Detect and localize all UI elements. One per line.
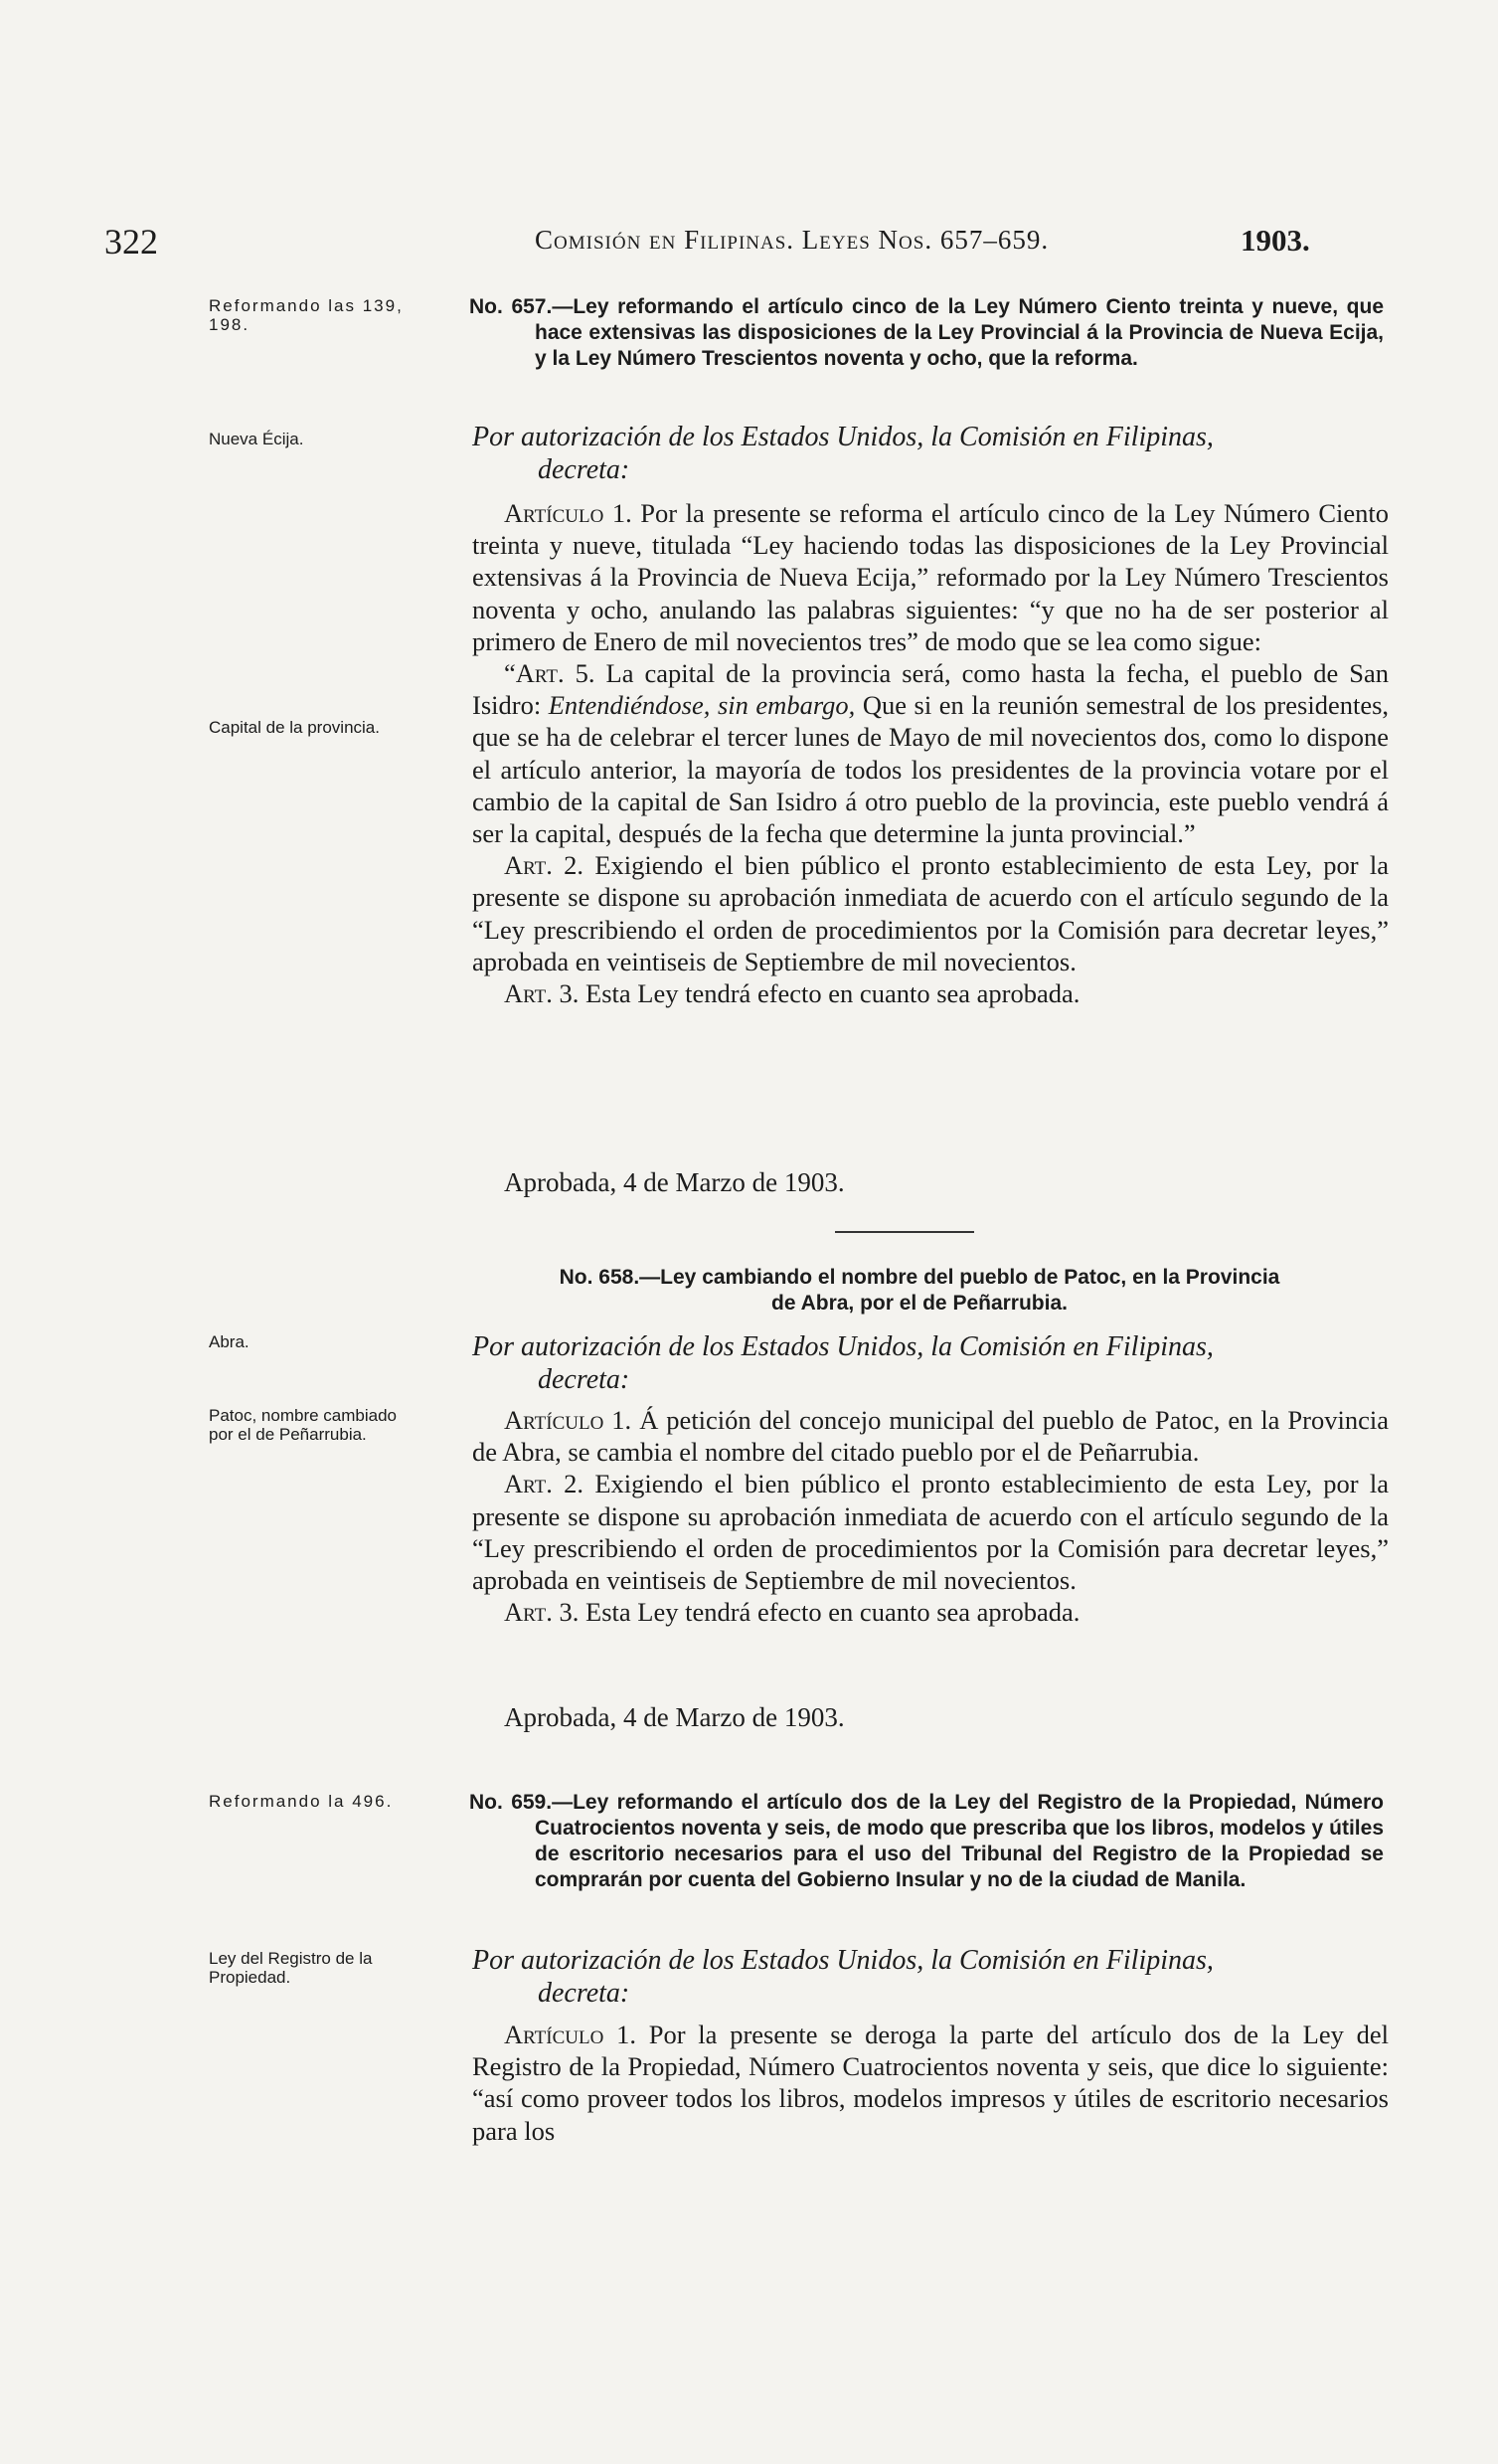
law-657-heading: No. 657.—Ley reformando el artículo cinco de la Ley Número Ciento treinta y nueve, que hace extensivas las disposiciones de la Ley Provincial á la Provincia de Nueva Ecija, y la Ley Número Trescientos noventa y ocho, que la reforma. [469,295,1384,370]
margin-note-amends-659: Reformando la 496. [209,1792,394,1811]
law-659-enacting-clause [472,1944,1387,2010]
decreta-text: decreta: [538,1364,630,1395]
law-657-body [472,497,1389,1009]
decreta-text: decreta: [538,1978,630,2009]
margin-note-amends-657: Reformando las 139, 198. [209,296,404,334]
law-658-article-2: Art. 2. Exigiendo el bien público el pronto establecimiento de esta Ley, por la presente se dispone su aprobación inmediata de acuerdo con el artículo segundo de la “Ley prescribiendo el orden de procedimientos por la Comisión para decretar leyes,” aprobada en veintiseis de Septiembre de mil novecientos. [472,1469,1390,1596]
enacting-text: Por autorización de los Estados Unidos, la Comisión en Filipinas, [472,1331,1214,1362]
law-657-quoted-article-5: “Art. 5. La capital de la provincia será, como hasta la fecha, el pueblo de San Isidro: Entendiéndose, sin embargo, Que si en la reunión semestral de los presidentes, que se ha de celebrar el tercer lunes de Mayo de mil novecientos dos, como lo dispone el artículo anterior, la mayoría de todos los presidentes de la provincia votare por el cambio de la capital de San Isidro á otro pueblo de la provincia, este pueblo vendrá á ser la capital, después de la fecha que determine la junta provincial.” [472,658,1390,849]
running-head-year: 1903. [1241,223,1310,258]
margin-note-abra: Abra. [209,1332,250,1351]
law-659-article-1: Artículo 1. Por la presente se deroga la parte del artículo dos de la Ley del Registro de la Propiedad, Número Cuatrocientos noventa y seis, que dice lo siguiente: “así como proveer todos los libros, modelos impresos y útiles de escritorio necesarios para los [472,2020,1389,2146]
law-659-heading: No. 659.—Ley reformando el artículo dos de la Ley del Registro de la Propiedad, Número Cuatrocientos noventa y seis, de modo que prescriba que los libros, modelos y útiles de escritorio necesarios para el uso del Tribunal del Registro de la Propiedad se comprarán por cuenta del Gobierno Insular y no de la ciudad de Manila. [469,1791,1384,1891]
law-658-article-3: Art. 3. Esta Ley tendrá efecto en cuanto sea aprobada. [504,1597,1081,1628]
law-658-heading: No. 658.—Ley cambiando el nombre del pueblo de Patoc, en la Provincia de Abra, por el de Peñarrubia. [559,1266,1280,1315]
law-658-article-1: Artículo 1. Á petición del concejo municipal del pueblo de Patoc, en la Provincia de Abra, se cambia el nombre del citado pueblo por el de Peñarrubia. [472,1405,1389,1468]
enacting-text: Por autorización de los Estados Unidos, la Comisión en Filipinas, [472,1945,1214,1976]
law-659-body [472,2019,1389,2147]
margin-note-registry: Ley del Registro de la Propiedad. [209,1949,373,1987]
law-658-body [472,1404,1389,1628]
law-658-enacting-clause [472,1330,1387,1396]
law-657-article-2: Art. 2. Exigiendo el bien público el pronto establecimiento de esta Ley, por la presente se dispone su aprobación inmediata de acuerdo con el artículo segundo de la “Ley prescribiendo el orden de procedimientos por la Comisión para decretar leyes,” aprobada en veintiseis de Septiembre de mil novecientos. [472,850,1390,976]
law-658-approved-date: Aprobada, 4 de Marzo de 1903. [504,1702,845,1732]
running-head-title: Comisión en Filipinas. Leyes Nos. 657–659. [535,225,1050,255]
margin-note-capital: Capital de la provincia. [209,718,380,737]
running-head [0,221,1498,261]
margin-note-patoc: Patoc, nombre cambiado por el de Peñarrubia. [209,1406,397,1444]
law-657-article-1: Artículo 1. Por la presente se reforma el artículo cinco de la Ley Número Ciento treinta y nueve, titulada “Ley haciendo todas las disposiciones de la Ley Provincial extensivas á la Provincia de Nueva Ecija,” reformado por la Ley Número Trescientos noventa y ocho, anulando las palabras siguientes: “y que no ha de ser posterior al primero de Enero de mil novecientos tres” de modo que se lea como sigue: [472,498,1390,656]
law-657-enacting-clause [472,421,1387,486]
decreta-text: decreta: [538,454,630,485]
enacting-text: Por autorización de los Estados Unidos, la Comisión en Filipinas, [472,422,1214,452]
page-number: 322 [104,222,158,262]
margin-note-nueva-ecija: Nueva Écija. [209,430,304,448]
law-657-article-3: Art. 3. Esta Ley tendrá efecto en cuanto sea aprobada. [504,978,1081,1009]
section-divider [835,1231,974,1233]
law-657-approved-date: Aprobada, 4 de Marzo de 1903. [504,1167,845,1197]
